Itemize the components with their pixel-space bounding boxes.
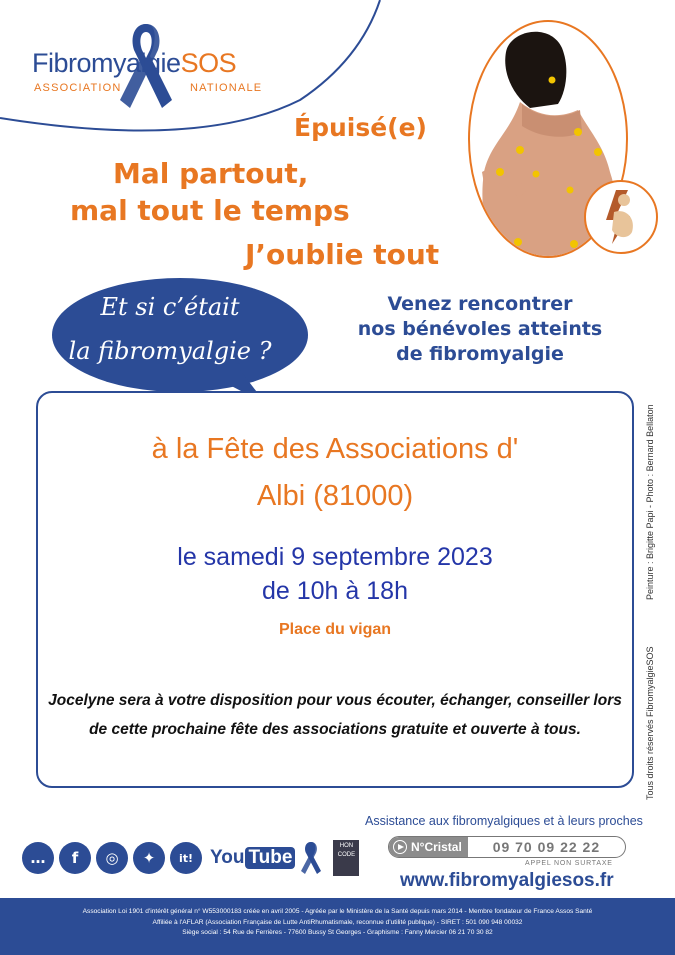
small-ribbon-icon bbox=[300, 840, 322, 876]
painting-medallion bbox=[584, 180, 658, 254]
itunes-icon[interactable]: it! bbox=[170, 842, 202, 874]
headline-pain-everywhere: Mal partout, bbox=[113, 157, 309, 190]
headline-forget: J’oublie tout bbox=[245, 238, 440, 271]
event-title-line-1: à la Fête des Associations d' bbox=[151, 433, 519, 465]
event-date: le samedi 9 septembre 2023 bbox=[177, 543, 493, 571]
footer-line-1: Association Loi 1901 d'intérêt général n° W553000183 créée en avril 2005 - Agréée par le Ministère de la Santé depuis mars 2014 - Membre fondateur de France Assos Santé bbox=[82, 908, 593, 915]
phone-number: 09 70 09 22 22 bbox=[492, 839, 601, 855]
phone-cristal[interactable] bbox=[388, 836, 626, 858]
youtube-you: You bbox=[210, 847, 245, 868]
hon-code-badge[interactable]: HON CODE bbox=[333, 840, 359, 876]
invitation-line-3: de fibromyalgie bbox=[396, 343, 564, 365]
bubble-line-2: la fibromyalgie ? bbox=[68, 337, 272, 365]
association-logo[interactable] bbox=[28, 20, 268, 115]
logo-subtitle-left: ASSOCIATION bbox=[34, 82, 122, 94]
phone-note: APPEL NON SURTAXE bbox=[525, 860, 613, 867]
invitation-line-1: Venez rencontrer bbox=[387, 293, 573, 315]
photo-credit: Peinture : Brigitte Papi - Photo : Bernard Bellaton bbox=[645, 404, 655, 600]
twitter-icon[interactable]: ✦ bbox=[133, 842, 165, 874]
cristal-brand: N°Cristal bbox=[389, 837, 468, 857]
event-title-line-2: Albi (81000) bbox=[256, 480, 414, 512]
social-links bbox=[22, 840, 359, 876]
event-place: Place du vigan bbox=[278, 621, 392, 638]
footer-line-2: Affiliée à l'AFLAR (Association Française de Lutte AntiRhumatismale, reconnue d'utilité publique) - SIRET : 501 090 948 00032 bbox=[152, 918, 523, 926]
youtube-icon[interactable] bbox=[210, 847, 295, 869]
youtube-tube: Tube bbox=[245, 847, 295, 869]
footer-line-3: Siège social : 54 Rue de Ferrières - 77600 Bussy St Georges - Graphisme : Fanny Mercier 06 21 70 30 82 bbox=[182, 929, 493, 936]
play-icon bbox=[393, 840, 407, 854]
headline-exhausted: Épuisé(e) bbox=[294, 113, 427, 142]
bubble-line-1: Et si c’était bbox=[100, 293, 240, 321]
website-link[interactable]: www.fibromyalgiesos.fr bbox=[400, 870, 614, 891]
logo-name: FibromyalgieSOS bbox=[32, 48, 237, 78]
legal-footer bbox=[0, 898, 675, 955]
event-description: Jocelyne sera à votre disposition pour vous écouter, échanger, conseiller lors de cette prochaine fête des associations gratuite et ouverte à tous. bbox=[48, 692, 622, 738]
assistance-tagline: Assistance aux fibromyalgiques et à leurs proches bbox=[365, 814, 643, 828]
painting-figure bbox=[586, 182, 656, 252]
logo-subtitle-right: NATIONALE bbox=[190, 82, 263, 94]
rights-notice: Tous droits réservés FibromyalgieSOS bbox=[645, 646, 655, 800]
facebook-icon[interactable]: f bbox=[59, 842, 91, 874]
invitation-text bbox=[330, 292, 630, 367]
chat-icon[interactable]: … bbox=[22, 842, 54, 874]
invitation-line-2: nos bénévoles atteints bbox=[357, 318, 603, 340]
instagram-icon[interactable]: ◎ bbox=[96, 842, 128, 874]
event-hours: de 10h à 18h bbox=[262, 577, 408, 605]
headline-pain-always: mal tout le temps bbox=[70, 194, 350, 227]
